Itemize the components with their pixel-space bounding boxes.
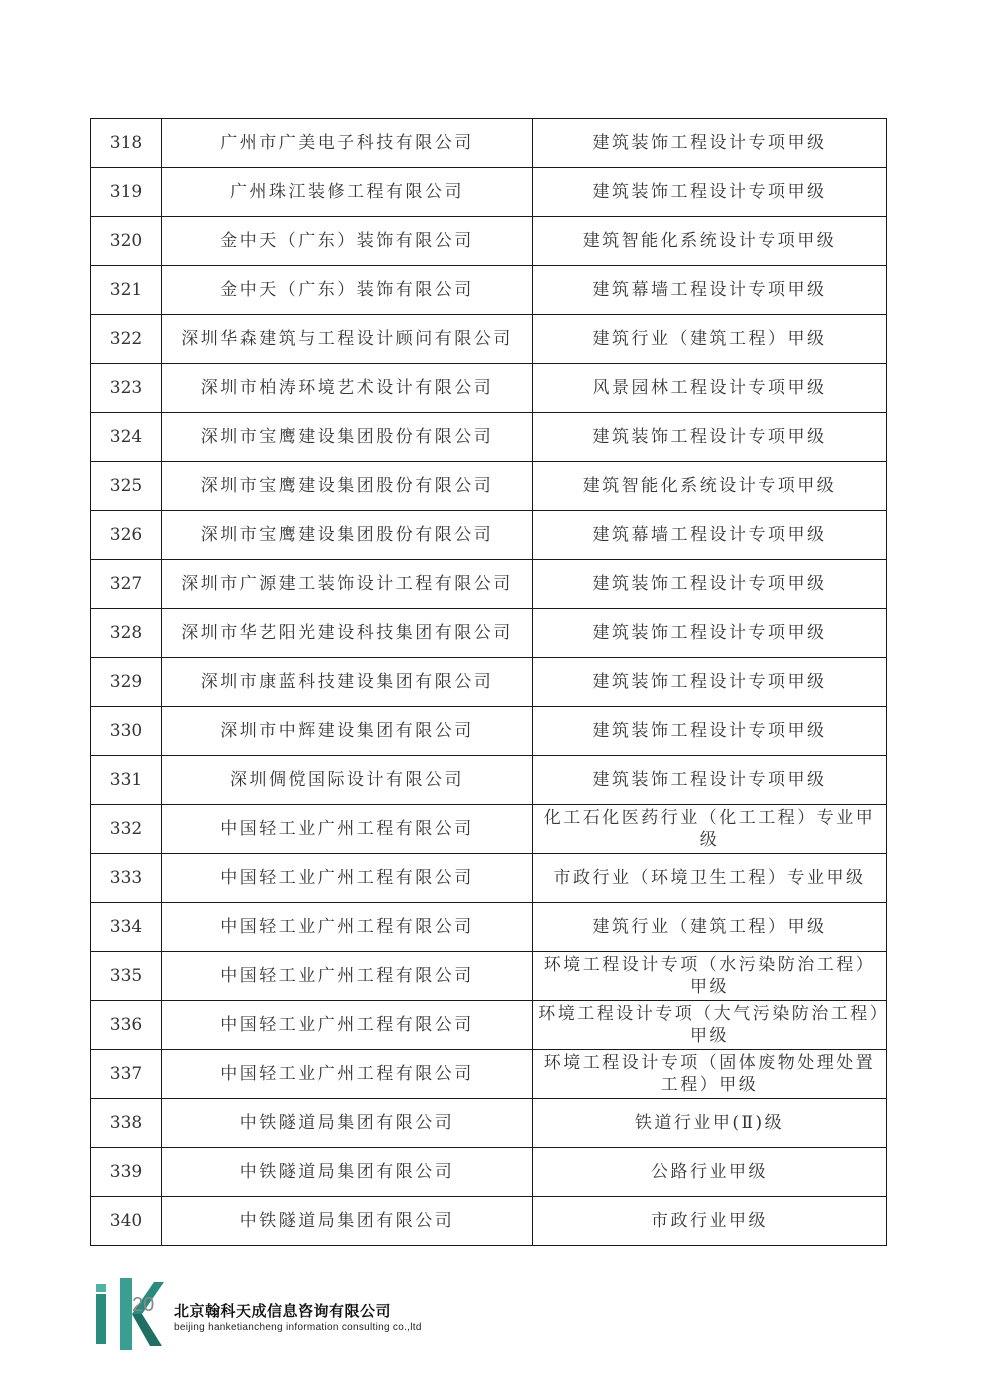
row-number: 322 (91, 315, 162, 364)
qualification: 建筑装饰工程设计专项甲级 (533, 658, 887, 707)
qualification: 建筑装饰工程设计专项甲级 (533, 168, 887, 217)
table-row (91, 1148, 887, 1197)
table-row (91, 658, 887, 707)
qualification: 建筑装饰工程设计专项甲级 (533, 560, 887, 609)
qualification: 建筑智能化系统设计专项甲级 (533, 462, 887, 511)
company-name: 深圳倜傥国际设计有限公司 (162, 756, 533, 805)
company-name: 广州珠江装修工程有限公司 (162, 168, 533, 217)
page-number: 20 (132, 1294, 155, 1316)
logo-bar-right (120, 1278, 132, 1350)
row-number: 339 (91, 1148, 162, 1197)
table-row (91, 609, 887, 658)
qualification: 建筑装饰工程设计专项甲级 (533, 707, 887, 756)
row-number: 336 (91, 1001, 162, 1050)
row-number: 332 (91, 805, 162, 854)
company-name: 深圳市广源建工装饰设计工程有限公司 (162, 560, 533, 609)
qualification: 建筑幕墙工程设计专项甲级 (533, 266, 887, 315)
table-row (91, 1099, 887, 1148)
row-number: 321 (91, 266, 162, 315)
company-name: 深圳市宝鹰建设集团股份有限公司 (162, 462, 533, 511)
row-number: 319 (91, 168, 162, 217)
company-name: 深圳市宝鹰建设集团股份有限公司 (162, 511, 533, 560)
footer-company-name-en: beijing hanketiancheng information consulting co.,ltd (174, 1322, 422, 1333)
company-name: 深圳市中辉建设集团有限公司 (162, 707, 533, 756)
row-number: 328 (91, 609, 162, 658)
row-number: 330 (91, 707, 162, 756)
company-name: 中铁隧道局集团有限公司 (162, 1148, 533, 1197)
table-row (91, 903, 887, 952)
company-name: 深圳市华艺阳光建设科技集团有限公司 (162, 609, 533, 658)
row-number: 324 (91, 413, 162, 462)
qualification: 建筑行业（建筑工程）甲级 (533, 315, 887, 364)
qualification: 市政行业（环境卫生工程）专业甲级 (533, 854, 887, 903)
logo-bar-left (96, 1294, 106, 1344)
company-name: 中铁隧道局集团有限公司 (162, 1099, 533, 1148)
table-row (91, 1197, 887, 1246)
qualification: 建筑装饰工程设计专项甲级 (533, 609, 887, 658)
table-row (91, 511, 887, 560)
row-number: 333 (91, 854, 162, 903)
footer-company-name-cn: 北京翰科天成信息咨询有限公司 (174, 1302, 392, 1320)
company-name: 中国轻工业广州工程有限公司 (162, 805, 533, 854)
row-number: 340 (91, 1197, 162, 1246)
qualification-table (90, 118, 887, 1246)
row-number: 323 (91, 364, 162, 413)
company-name: 中国轻工业广州工程有限公司 (162, 1001, 533, 1050)
company-name: 中国轻工业广州工程有限公司 (162, 952, 533, 1001)
row-number: 338 (91, 1099, 162, 1148)
qualification: 建筑装饰工程设计专项甲级 (533, 413, 887, 462)
table-row (91, 707, 887, 756)
qualification: 建筑智能化系统设计专项甲级 (533, 217, 887, 266)
row-number: 335 (91, 952, 162, 1001)
company-name: 中国轻工业广州工程有限公司 (162, 854, 533, 903)
table-row (91, 364, 887, 413)
table-row (91, 805, 887, 854)
row-number: 326 (91, 511, 162, 560)
table-row (91, 952, 887, 1001)
row-number: 325 (91, 462, 162, 511)
qualification: 建筑装饰工程设计专项甲级 (533, 119, 887, 168)
qualification: 环境工程设计专项（固体废物处理处置工程）甲级 (533, 1050, 887, 1099)
table-row (91, 217, 887, 266)
qualification: 环境工程设计专项（水污染防治工程）甲级 (533, 952, 887, 1001)
company-name: 深圳市康蓝科技建设集团有限公司 (162, 658, 533, 707)
qualification: 化工石化医药行业（化工工程）专业甲级 (533, 805, 887, 854)
qualification: 铁道行业甲(Ⅱ)级 (533, 1099, 887, 1148)
qualification: 市政行业甲级 (533, 1197, 887, 1246)
logo-bar-top (96, 1284, 106, 1292)
table-row (91, 266, 887, 315)
qualification: 公路行业甲级 (533, 1148, 887, 1197)
table-row (91, 1050, 887, 1099)
row-number: 331 (91, 756, 162, 805)
table-row (91, 560, 887, 609)
company-name: 深圳华森建筑与工程设计顾问有限公司 (162, 315, 533, 364)
qualification: 建筑幕墙工程设计专项甲级 (533, 511, 887, 560)
company-name: 金中天（广东）装饰有限公司 (162, 266, 533, 315)
qualification: 风景园林工程设计专项甲级 (533, 364, 887, 413)
page-footer (92, 1272, 492, 1362)
table-row (91, 168, 887, 217)
table-row (91, 119, 887, 168)
table-row (91, 854, 887, 903)
logo-k-lower (132, 1314, 162, 1346)
row-number: 334 (91, 903, 162, 952)
table-row (91, 1001, 887, 1050)
table-row (91, 756, 887, 805)
company-name: 金中天（广东）装饰有限公司 (162, 217, 533, 266)
table-row (91, 413, 887, 462)
qualification: 建筑装饰工程设计专项甲级 (533, 756, 887, 805)
table-row (91, 315, 887, 364)
row-number: 318 (91, 119, 162, 168)
company-name: 深圳市柏涛环境艺术设计有限公司 (162, 364, 533, 413)
qualification-table-body (91, 119, 887, 1246)
company-name: 广州市广美电子科技有限公司 (162, 119, 533, 168)
row-number: 327 (91, 560, 162, 609)
row-number: 337 (91, 1050, 162, 1099)
company-name: 深圳市宝鹰建设集团股份有限公司 (162, 413, 533, 462)
table-row (91, 462, 887, 511)
qualification: 建筑行业（建筑工程）甲级 (533, 903, 887, 952)
company-name: 中铁隧道局集团有限公司 (162, 1197, 533, 1246)
row-number: 320 (91, 217, 162, 266)
company-name: 中国轻工业广州工程有限公司 (162, 1050, 533, 1099)
qualification: 环境工程设计专项（大气污染防治工程）甲级 (533, 1001, 887, 1050)
row-number: 329 (91, 658, 162, 707)
company-name: 中国轻工业广州工程有限公司 (162, 903, 533, 952)
